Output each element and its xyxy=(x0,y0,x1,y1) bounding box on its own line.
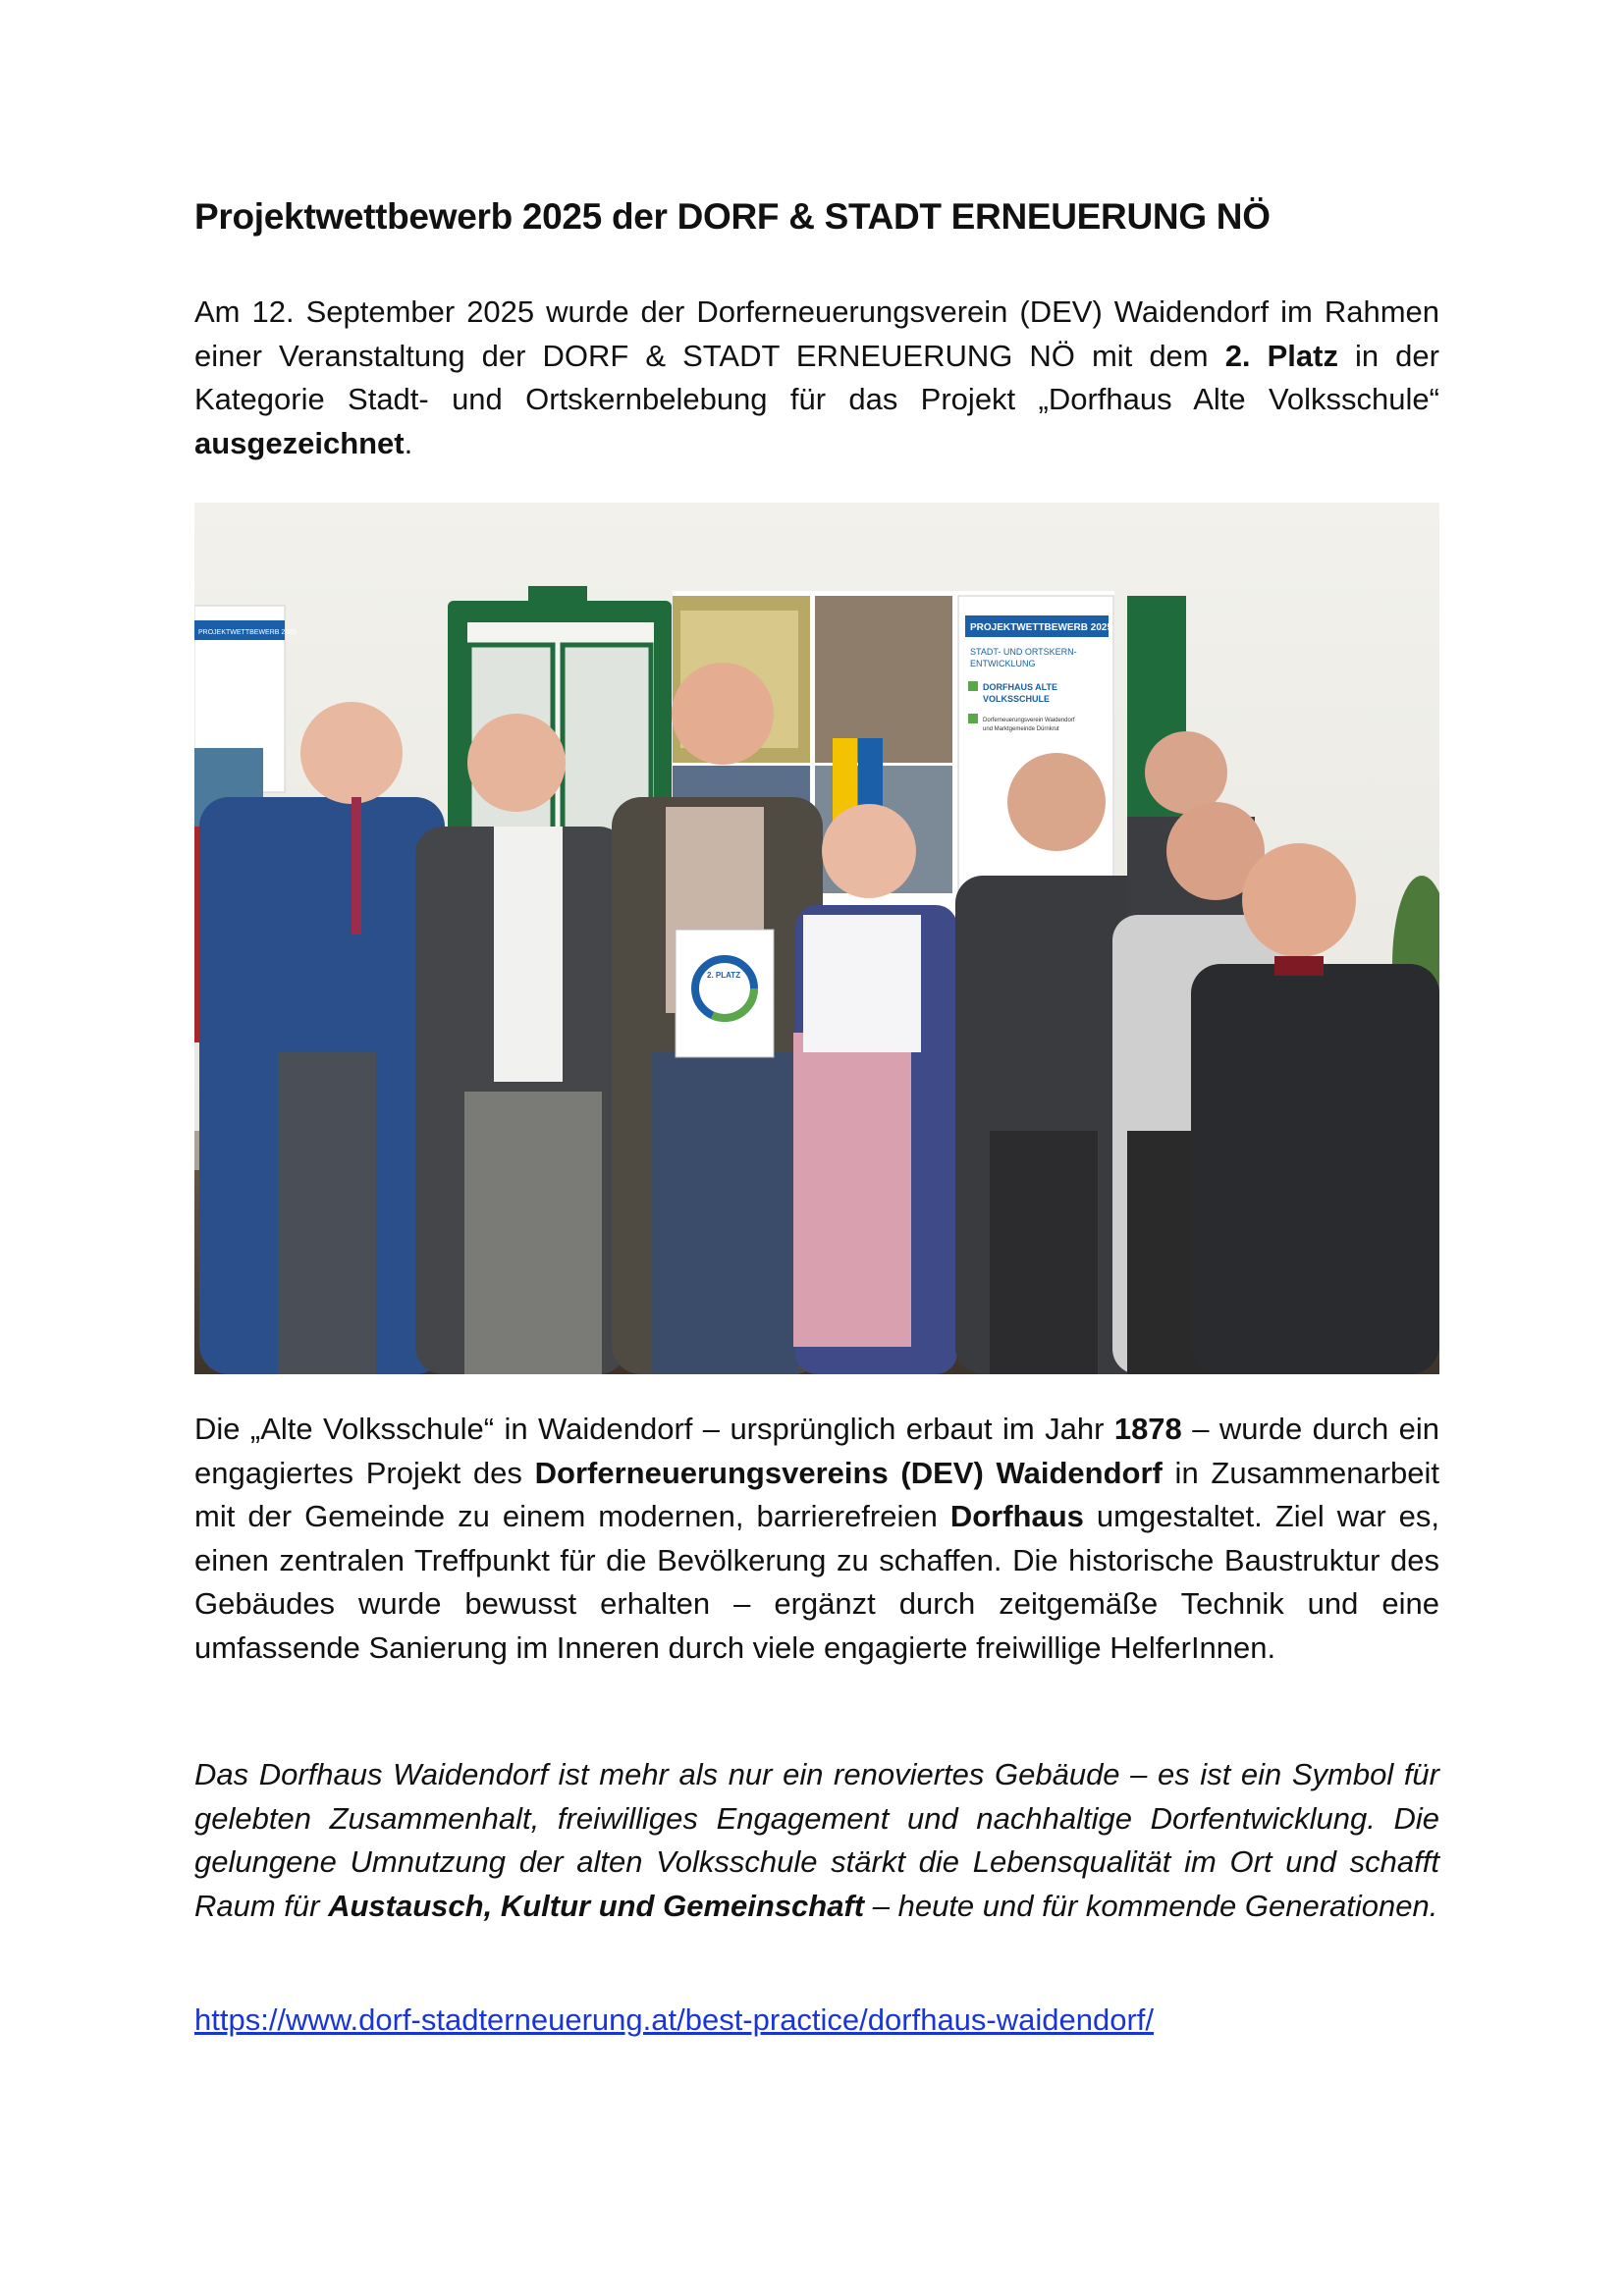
closing-text-2: – heute und für kommende Generationen. xyxy=(864,1888,1438,1923)
body-paragraph xyxy=(194,1408,1439,1670)
intro-paragraph xyxy=(194,291,1439,465)
poster-project-line2: VOLKSSCHULE xyxy=(983,694,1051,704)
intro-bold-awarded: ausgezeichnet xyxy=(194,425,405,460)
body-bold-year: 1878 xyxy=(1113,1412,1182,1446)
intro-text-1: Am 12. September 2025 wurde der Dorferneuerungsverein (DEV) Waidendorf im Rahmen einer Veranstaltung der DORF & STADT ERNEUERUNG NÖ mit dem xyxy=(194,294,1439,373)
poster-heading: PROJEKTWETTBEWERB 2025 xyxy=(970,622,1113,633)
poster-sub-line2: und Marktgemeinde Dürnkrut xyxy=(983,726,1059,732)
body-bold-dorfhaus: Dorfhaus xyxy=(949,1499,1084,1533)
closing-paragraph xyxy=(194,1753,1439,1928)
left-poster-heading: PROJEKTWETTBEWERB 2025 xyxy=(198,629,297,636)
award-group-photo xyxy=(194,503,1439,1374)
closing-text-1: Das Dorfhaus Waidendorf ist mehr als nur ein renoviertes Gebäude – es ist ein Symbol für gelebten Zusammenhalt, freiwilliges Engagement und nachhaltige Dorfentwicklung. Die gelungene Umnutzung der alten Volksschule stärkt die Lebensqualität im Ort und schafft Raum für xyxy=(194,1757,1439,1923)
certificate-text: 2. PLATZ xyxy=(707,971,741,980)
intro-text-2: in der Kategorie Stadt- und Ortskernbelebung für das Projekt „Dorfhaus Alte Volksschule“ xyxy=(194,338,1439,416)
closing-bold-values: Austausch, Kultur und Gemeinschaft xyxy=(328,1888,865,1923)
poster-project: DORFHAUS ALTE xyxy=(983,682,1057,692)
page-title: Projektwettbewerb 2025 der DORF & STADT ERNEUERUNG NÖ xyxy=(194,196,1271,237)
intro-bold-place: 2. Platz xyxy=(1224,338,1338,373)
intro-text-3: . xyxy=(404,425,413,460)
poster-sub: Dorferneuerungsverein Waidendorf xyxy=(983,718,1075,723)
body-text-2: – wurde durch ein engagiertes Projekt des xyxy=(194,1412,1439,1490)
poster-category: STADT- UND ORTSKERN- xyxy=(970,647,1077,657)
body-text-1: Die „Alte Volksschule“ in Waidendorf – ursprünglich erbaut im Jahr xyxy=(194,1412,1114,1446)
poster-category-line2: ENTWICKLUNG xyxy=(970,659,1036,668)
project-link[interactable]: https://www.dorf-stadterneuerung.at/best-practice/dorfhaus-waidendorf/ xyxy=(194,2002,1155,2037)
body-text-4: umgestaltet. Ziel war es, einen zentralen Treffpunkt für die Bevölkerung zu schaffen. Die historische Baustruktur des Gebäudes wurde bewusst erhalten – ergänzt durch zeitgemäße Technik und eine umfassende Sanierung im Inneren durch viele engagierte freiwillige HelferInnen. xyxy=(194,1499,1440,1665)
body-text-3: in Zusammenarbeit mit der Gemeinde zu einem modernen, barrierefreien xyxy=(194,1455,1439,1533)
body-bold-association: Dorferneuerungsvereins (DEV) Waidendorf xyxy=(534,1455,1163,1490)
